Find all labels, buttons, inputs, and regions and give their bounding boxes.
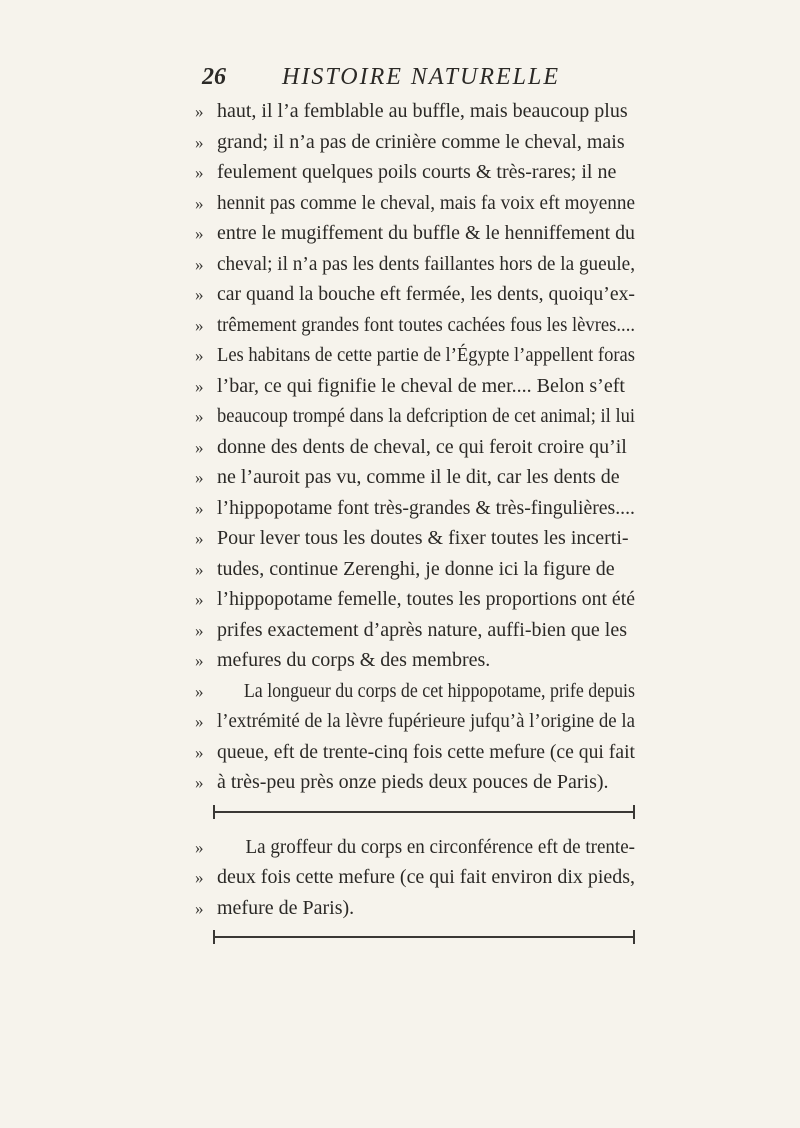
measure-rule-line bbox=[213, 811, 635, 813]
quote-mark: » bbox=[195, 898, 204, 918]
quote-mark: » bbox=[195, 712, 204, 731]
text-line bbox=[195, 832, 635, 863]
quote-mark: » bbox=[195, 193, 204, 213]
quote-mark: » bbox=[195, 742, 204, 762]
quote-mark: » bbox=[195, 559, 204, 579]
quote-mark: » bbox=[195, 315, 204, 335]
measure-rule-line bbox=[213, 936, 635, 938]
text-line bbox=[195, 615, 635, 646]
quote-mark: » bbox=[195, 590, 204, 609]
line-text: La groffeur du corps en circonférence eft de trente- bbox=[245, 835, 635, 858]
text-line bbox=[195, 676, 635, 707]
text-line bbox=[195, 371, 635, 402]
quote-mark: » bbox=[195, 651, 204, 670]
line-text: Pour lever tous les doutes & fixer toutes les incerti- bbox=[217, 527, 629, 549]
line-text: ne l’auroit pas vu, comme il le dit, car les dents de bbox=[217, 466, 620, 488]
paragraph-block bbox=[195, 832, 635, 924]
text-line bbox=[195, 554, 635, 585]
quote-mark: » bbox=[195, 681, 204, 701]
line-text: l’hippopotame femelle, toutes les proportions ont été bbox=[217, 588, 635, 610]
line-text: donne des dents de cheval, ce qui feroit croire qu’il bbox=[217, 435, 627, 458]
quote-mark: » bbox=[195, 529, 204, 548]
text-line bbox=[195, 310, 635, 341]
body-text bbox=[195, 96, 635, 953]
line-text: prifes exactement d’après nature, auffi-bien que les bbox=[217, 618, 627, 641]
text-line bbox=[195, 127, 635, 158]
quote-mark: » bbox=[195, 254, 204, 274]
line-text: l’extrémité de la lèvre fupérieure jufqu’à l’origine de la bbox=[217, 710, 635, 732]
text-line bbox=[195, 493, 635, 524]
quote-mark: » bbox=[195, 285, 204, 304]
text-line bbox=[195, 340, 635, 371]
line-text: queue, eft de trente-cinq fois cette mefure (ce qui fait bbox=[217, 740, 635, 763]
paragraph-block bbox=[195, 96, 635, 798]
quote-mark: » bbox=[195, 346, 204, 365]
quote-mark: » bbox=[195, 773, 204, 792]
text-line bbox=[195, 893, 635, 924]
text-line bbox=[195, 862, 635, 893]
quote-mark: » bbox=[195, 868, 204, 887]
text-line bbox=[195, 279, 635, 310]
line-text: l’hippopotame font très-grandes & très-fingulières.... bbox=[217, 496, 635, 519]
line-text: haut, il l’a femblable au buffle, mais beaucoup plus bbox=[217, 100, 628, 122]
text-line bbox=[195, 767, 635, 798]
text-line bbox=[195, 96, 635, 127]
quote-mark: » bbox=[195, 437, 204, 457]
text-line bbox=[195, 462, 635, 493]
line-text: La longueur du corps de cet hippopotame, prife depuis bbox=[243, 679, 635, 702]
line-text: car quand la bouche eft fermée, les dents, quoiqu’ex- bbox=[217, 283, 635, 305]
line-text: deux fois cette mefure (ce qui fait environ dix pieds, bbox=[217, 866, 635, 888]
line-text: tudes, continue Zerenghi, je donne ici la figure de bbox=[217, 557, 615, 580]
text-line bbox=[195, 249, 635, 280]
page-number: 26 bbox=[202, 64, 226, 90]
line-text: grand; il n’a pas de crinière comme le cheval, mais bbox=[217, 130, 625, 153]
page-header bbox=[0, 64, 800, 94]
text-line bbox=[195, 401, 635, 432]
quote-mark: » bbox=[195, 498, 204, 518]
quote-mark: » bbox=[195, 132, 204, 152]
quote-mark: » bbox=[195, 102, 204, 121]
quote-mark: » bbox=[195, 376, 204, 396]
text-line bbox=[195, 584, 635, 615]
quote-mark: » bbox=[195, 620, 204, 640]
text-line bbox=[195, 737, 635, 768]
line-text: Les habitans de cette partie de l’Égypte l’appellent foras bbox=[217, 344, 635, 366]
text-line bbox=[195, 523, 635, 554]
line-text: beaucoup trompé dans la defcription de cet animal; il lui bbox=[217, 405, 635, 427]
text-line bbox=[195, 706, 635, 737]
text-line bbox=[195, 157, 635, 188]
running-title: HISTOIRE NATURELLE bbox=[282, 64, 561, 90]
text-line bbox=[195, 432, 635, 463]
line-text: l’bar, ce qui fignifie le cheval de mer.... Belon s’eft bbox=[217, 374, 625, 397]
line-text: feulement quelques poils courts & très-rares; il ne bbox=[217, 161, 617, 183]
line-text: entre le mugiffement du buffle & le henniffement du bbox=[217, 222, 635, 244]
line-text: hennit pas comme le cheval, mais fa voix eft moyenne bbox=[217, 191, 635, 214]
text-line bbox=[195, 645, 635, 676]
measure-rule bbox=[195, 923, 635, 953]
text-line bbox=[195, 188, 635, 219]
line-text: mefure de Paris). bbox=[217, 896, 355, 919]
text-line bbox=[195, 218, 635, 249]
quote-mark: » bbox=[195, 224, 204, 243]
quote-mark: » bbox=[195, 163, 204, 182]
line-text: trêmement grandes font toutes cachées fous les lèvres.... bbox=[217, 313, 635, 336]
quote-mark: » bbox=[195, 468, 204, 487]
quote-mark: » bbox=[195, 407, 204, 426]
line-text: cheval; il n’a pas les dents faillantes hors de la gueule, bbox=[217, 252, 635, 275]
quote-mark: » bbox=[195, 837, 204, 857]
measure-rule bbox=[195, 798, 635, 828]
line-text: à très-peu près onze pieds deux pouces de Paris). bbox=[217, 771, 609, 793]
line-text: mefures du corps & des membres. bbox=[217, 649, 491, 671]
